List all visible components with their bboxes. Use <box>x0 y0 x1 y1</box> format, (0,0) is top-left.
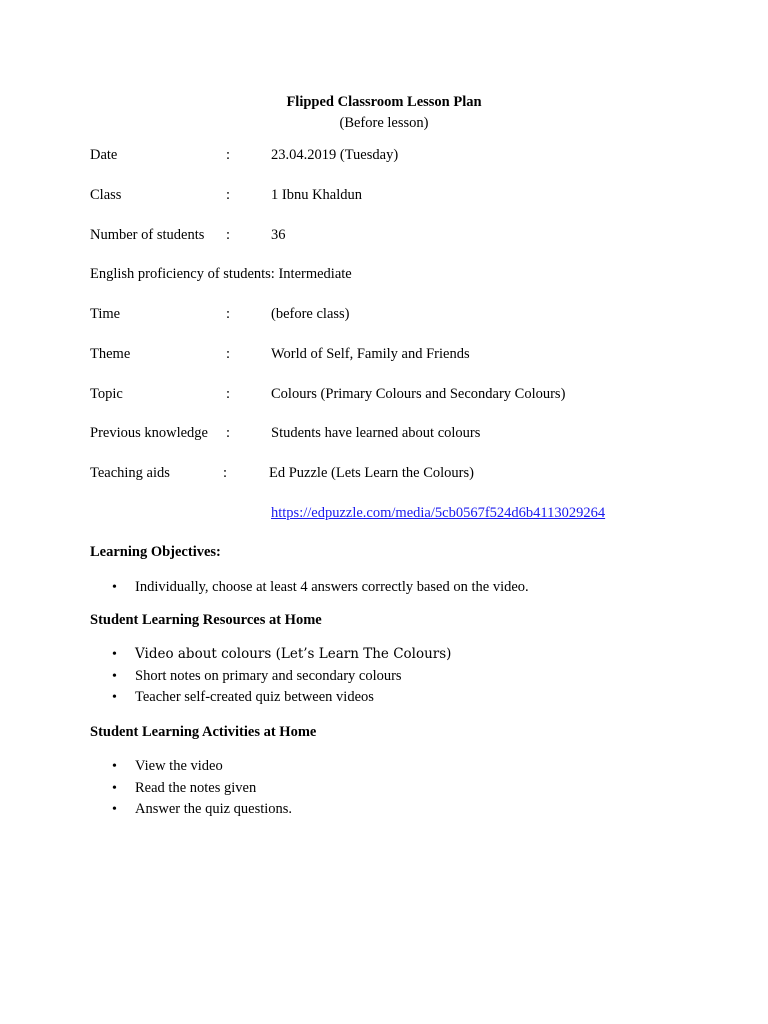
list-item <box>90 577 529 599</box>
list-item <box>90 687 451 709</box>
field-time-colon: : <box>226 306 231 322</box>
field-theme-colon: : <box>226 346 231 362</box>
resources-list <box>90 644 451 709</box>
document-title: Flipped Classroom Lesson Plan <box>286 94 482 110</box>
bullet-icon: • <box>112 668 117 684</box>
list-item-text: View the video <box>135 758 223 774</box>
bullet-icon: • <box>112 647 117 662</box>
resources-heading: Student Learning Resources at Home <box>90 612 322 628</box>
list-item <box>90 778 292 800</box>
list-item <box>90 644 451 666</box>
edpuzzle-link[interactable]: https://edpuzzle.com/media/5cb0567f524d6b4113029264 <box>271 505 606 521</box>
field-theme-label: Theme <box>90 346 131 362</box>
field-date-colon: : <box>226 147 231 163</box>
field-topic-value: Colours (Primary Colours and Secondary Colours) <box>271 386 566 402</box>
field-class-label: Class <box>90 187 122 203</box>
field-english-proficiency: English proficiency of students: Intermediate <box>90 266 352 282</box>
document-subtitle: (Before lesson) <box>339 115 429 131</box>
field-teaching-aids-label: Teaching aids <box>90 465 170 481</box>
bullet-icon: • <box>112 802 117 817</box>
activities-list <box>90 756 292 821</box>
activities-heading: Student Learning Activities at Home <box>90 724 317 740</box>
list-item <box>90 666 451 688</box>
field-topic-label: Topic <box>90 386 123 402</box>
field-previous-knowledge-label: Previous knowledge <box>90 425 208 441</box>
list-item <box>90 756 292 778</box>
list-item-text: Individually, choose at least 4 answers correctly based on the video. <box>135 579 529 595</box>
field-topic-colon: : <box>226 386 231 402</box>
list-item <box>90 799 292 821</box>
learning-objectives-heading: Learning Objectives: <box>90 544 221 560</box>
list-item-text: Read the notes given <box>135 779 257 796</box>
field-date-value: 23.04.2019 (Tuesday) <box>271 147 399 163</box>
bullet-icon: • <box>112 690 117 705</box>
field-teaching-aids-value: Ed Puzzle (Lets Learn the Colours) <box>269 465 474 481</box>
field-theme-value: World of Self, Family and Friends <box>271 346 470 362</box>
field-class-colon: : <box>226 187 231 203</box>
field-students-colon: : <box>226 227 231 243</box>
list-item-text: Answer the quiz questions. <box>135 801 293 817</box>
list-item-text: Short notes on primary and secondary colours <box>135 667 402 684</box>
field-previous-knowledge-colon: : <box>226 425 231 441</box>
field-students-value: 36 <box>271 227 286 243</box>
list-item-text: Teacher self-created quiz between videos <box>135 689 374 705</box>
field-previous-knowledge-value: Students have learned about colours <box>271 425 481 441</box>
bullet-icon: • <box>112 580 117 595</box>
list-item-text: Video about colours (Let’s Learn The Colours) <box>135 646 452 662</box>
field-teaching-aids-colon: : <box>223 465 228 481</box>
field-date-label: Date <box>90 147 118 163</box>
field-time-label: Time <box>90 306 121 322</box>
field-class-value: 1 Ibnu Khaldun <box>271 187 363 203</box>
title-block <box>0 92 768 134</box>
bullet-icon: • <box>112 780 117 796</box>
bullet-icon: • <box>112 759 117 774</box>
field-time-value: (before class) <box>271 306 350 322</box>
field-students-label: Number of students <box>90 227 205 243</box>
learning-objectives-list <box>90 577 529 599</box>
